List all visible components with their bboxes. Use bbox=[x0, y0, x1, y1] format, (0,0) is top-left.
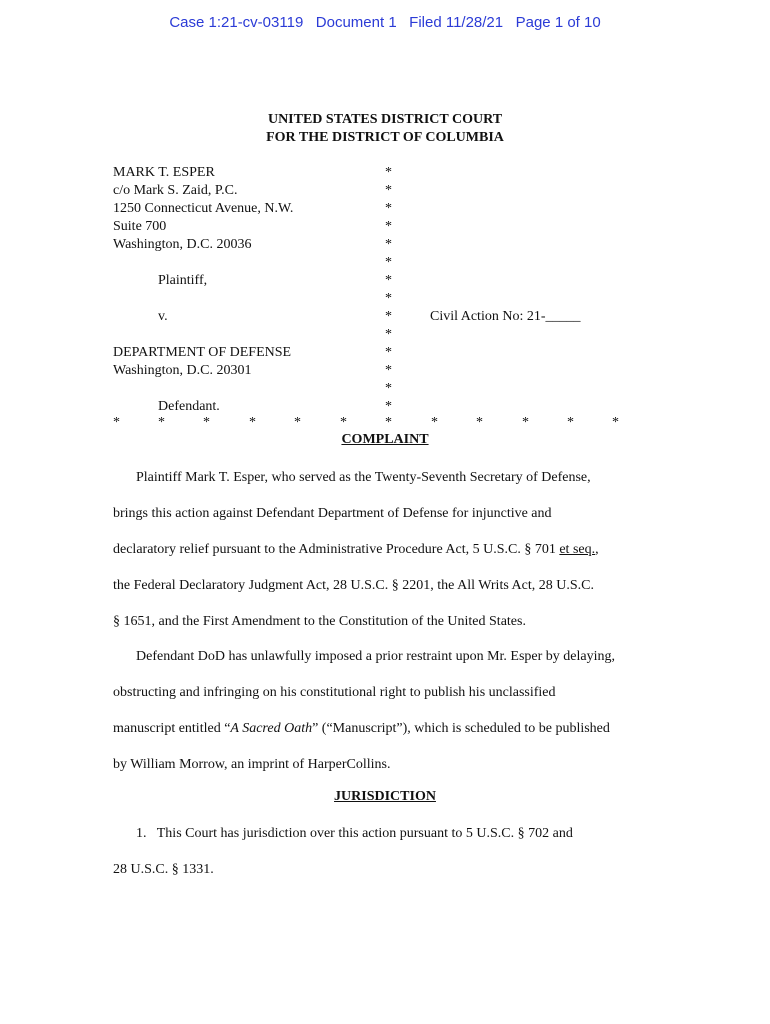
court-title bbox=[0, 111, 770, 147]
caption-star: * bbox=[385, 345, 392, 360]
text-line: brings this action against Defendant Department of Defense for injunctive and bbox=[113, 506, 552, 521]
caption-star: * bbox=[385, 237, 392, 252]
text-line bbox=[113, 720, 658, 756]
defendant-address-line: Washington, D.C. 20301 bbox=[113, 363, 252, 378]
caption-star: * bbox=[249, 415, 256, 430]
caption-star: * bbox=[522, 415, 529, 430]
caption-star: * bbox=[385, 183, 392, 198]
caption-star: * bbox=[385, 165, 392, 180]
caption-star: * bbox=[385, 219, 392, 234]
complaint-paragraph-2 bbox=[113, 648, 658, 792]
text-line: Plaintiff Mark T. Esper, who served as the Twenty-Seventh Secretary of Defense, bbox=[136, 470, 591, 485]
court-title-line-2: FOR THE DISTRICT OF COLUMBIA bbox=[266, 130, 504, 145]
book-title: A Sacred Oath bbox=[230, 721, 313, 736]
caption-star: * bbox=[294, 415, 301, 430]
text-line bbox=[113, 541, 658, 577]
text-line: Defendant DoD has unlawfully imposed a prior restraint upon Mr. Esper by delaying, bbox=[136, 649, 616, 664]
caption-star: * bbox=[385, 399, 392, 414]
complaint-heading: COMPLAINT bbox=[341, 432, 429, 447]
caption-star: * bbox=[567, 415, 574, 430]
text-line: § 1651, and the First Amendment to the Constitution of the United States. bbox=[113, 614, 526, 629]
caption-star: * bbox=[385, 381, 392, 396]
court-title-line-1: UNITED STATES DISTRICT COURT bbox=[267, 112, 503, 127]
caption-star: * bbox=[385, 255, 392, 270]
caption-star-column bbox=[385, 164, 392, 416]
caption-star: * bbox=[385, 327, 392, 342]
defendant-role: Defendant. bbox=[158, 399, 220, 414]
caption-star: * bbox=[476, 415, 483, 430]
text-line: by William Morrow, an imprint of HarperCollins. bbox=[113, 757, 391, 772]
caption-star: * bbox=[385, 291, 392, 306]
complaint-paragraph-1 bbox=[113, 469, 658, 649]
text-segment: declaratory relief pursuant to the Administrative Procedure Act, 5 U.S.C. § 701 bbox=[113, 542, 560, 557]
caption-star: * bbox=[158, 415, 165, 430]
plaintiff-address-line: Suite 700 bbox=[113, 219, 167, 234]
plaintiff-role: Plaintiff, bbox=[158, 273, 208, 288]
text-segment: , bbox=[595, 542, 599, 557]
text-line: 28 U.S.C. § 1331. bbox=[113, 862, 214, 877]
text-line: 1. This Court has jurisdiction over this action pursuant to 5 U.S.C. § 702 and bbox=[136, 826, 573, 841]
plaintiff-address-line: Washington, D.C. 20036 bbox=[113, 237, 252, 252]
text-segment: ” (“Manuscript”), which is scheduled to be published bbox=[312, 721, 610, 736]
case-caption-parties bbox=[113, 164, 293, 416]
caption-star: * bbox=[203, 415, 210, 430]
caption-star: * bbox=[612, 415, 619, 430]
jurisdiction-paragraph-1 bbox=[113, 825, 658, 897]
jurisdiction-heading: JURISDICTION bbox=[334, 789, 436, 804]
et-seq-citation: et seq. bbox=[559, 542, 596, 557]
caption-star: * bbox=[385, 201, 392, 216]
caption-star: * bbox=[385, 273, 392, 288]
plaintiff-address-line: c/o Mark S. Zaid, P.C. bbox=[113, 183, 238, 198]
text-line: the Federal Declaratory Judgment Act, 28 U.S.C. § 2201, the All Writs Act, 28 U.S.C. bbox=[113, 578, 594, 593]
plaintiff-address-line: 1250 Connecticut Avenue, N.W. bbox=[113, 201, 294, 216]
ecf-header: Case 1:21-cv-03119 Document 1 Filed 11/28/21 Page 1 of 10 bbox=[169, 14, 601, 31]
caption-star: * bbox=[431, 415, 438, 430]
caption-star: * bbox=[385, 363, 392, 378]
text-line: obstructing and infringing on his constitutional right to publish his unclassified bbox=[113, 685, 556, 700]
defendant-name: DEPARTMENT OF DEFENSE bbox=[113, 345, 292, 360]
caption-star: * bbox=[385, 415, 392, 430]
caption-star: * bbox=[113, 415, 120, 430]
civil-action-number: Civil Action No: 21-_____ bbox=[430, 309, 581, 324]
caption-star: * bbox=[340, 415, 347, 430]
versus: v. bbox=[158, 309, 168, 324]
text-segment: manuscript entitled “ bbox=[113, 721, 231, 736]
caption-star: * bbox=[385, 309, 392, 324]
plaintiff-name: MARK T. ESPER bbox=[113, 165, 215, 180]
